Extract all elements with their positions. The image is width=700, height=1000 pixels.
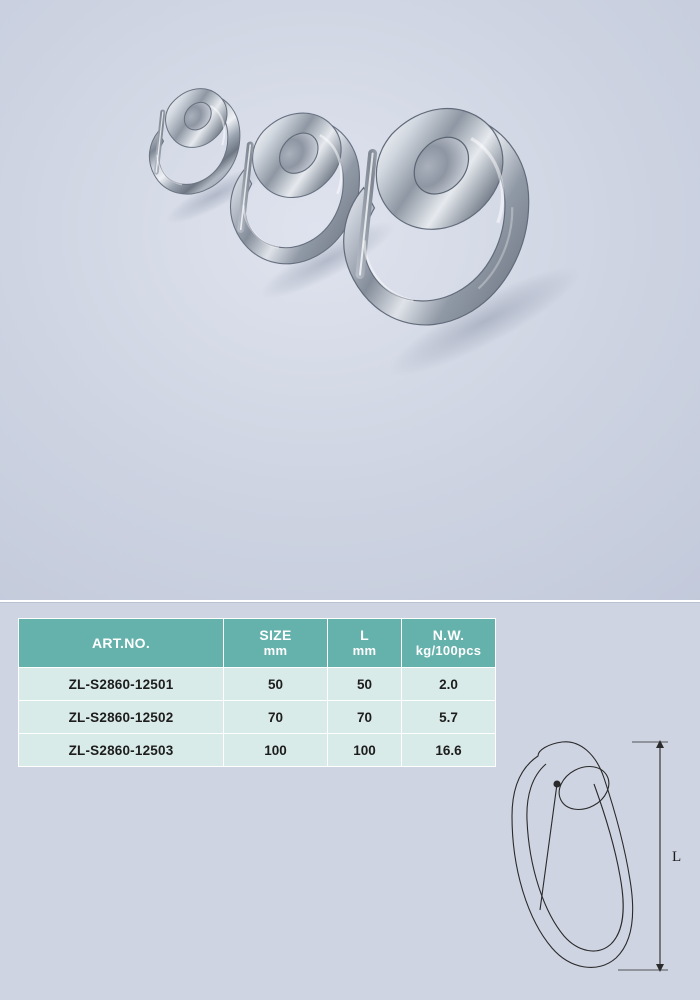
section-divider-shadow [0,602,700,603]
column-header-nw-label: N.W. [432,627,465,644]
column-header-art-no [19,619,224,668]
column-header-nw [402,619,496,668]
cell-nw: 16.6 [402,734,496,767]
spec-table [18,618,496,767]
technical-drawing-svg [500,720,690,990]
cell-l: 50 [328,668,402,701]
column-header-art-no-label: ART.NO. [91,634,151,651]
column-header-l-label: L [360,627,369,644]
dimension-label-l: L [672,849,682,865]
spec-table-container [18,618,495,767]
cell-nw: 2.0 [402,668,496,701]
column-header-size-unit: mm [263,642,288,658]
cell-size: 70 [224,701,328,734]
column-header-l-unit: mm [352,642,377,658]
table-row [19,734,496,767]
cell-l: 100 [328,734,402,767]
cell-l: 70 [328,701,402,734]
cell-art-no: ZL-S2860-12502 [19,701,224,734]
column-header-size-label: SIZE [259,627,292,644]
cell-art-no: ZL-S2860-12503 [19,734,224,767]
column-header-nw-unit: kg/100pcs [415,642,482,658]
technical-drawing [500,720,690,990]
cell-size: 100 [224,734,328,767]
column-header-size [224,619,328,668]
cell-size: 50 [224,668,328,701]
table-row [19,701,496,734]
table-header-row [19,619,496,668]
cell-nw: 5.7 [402,701,496,734]
table-row [19,668,496,701]
column-header-l [328,619,402,668]
cell-art-no: ZL-S2860-12501 [19,668,224,701]
